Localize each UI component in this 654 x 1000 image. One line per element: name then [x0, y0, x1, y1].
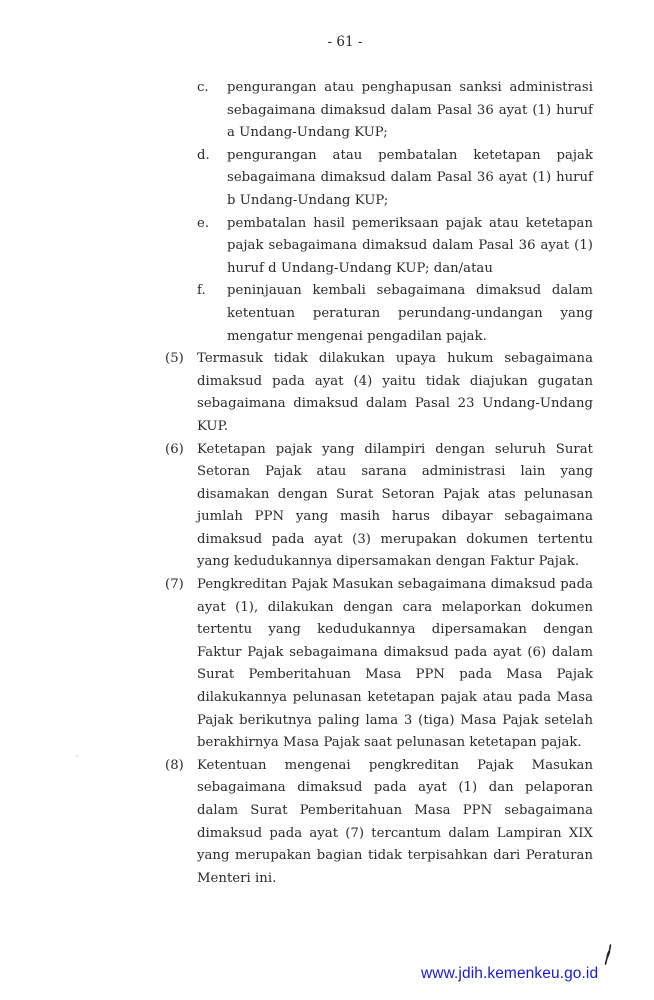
document-body [0, 77, 654, 890]
list-marker: f. [197, 283, 206, 299]
ayat-marker: (5) [165, 351, 184, 367]
list-marker: d. [197, 147, 210, 163]
page-number: - 61 - [327, 34, 363, 50]
ayat-text: Ketentuan mengenai pengkreditan Pajak Masukan sebagaimana dimaksud pada ayat (1) dan pelaporan dalam Surat Pemberitahuan Masa PPN sebagaimana dimaksud pada ayat (7) tercantum dalam Lampiran XIX yang merupakan bagian tidak terpisahkan dari Peraturan Menteri ini. [197, 757, 593, 886]
jdih-website-link[interactable]: www.jdih.kemenkeu.go.id [421, 965, 599, 982]
list-item-c [197, 77, 593, 145]
list-item-text: pembatalan hasil pemeriksaan pajak atau ketetapan pajak sebagaimana dimaksud dalam Pasal 36 ayat (1) huruf d Undang-Undang KUP; dan/atau [227, 215, 593, 276]
ayat-text: Pengkreditan Pajak Masukan sebagaimana dimaksud pada ayat (1), dilakukan dengan cara melaporkan dokumen tertentu yang kedudukannya dipersamakan dengan Faktur Pajak sebagaimana dimaksud pada ayat (6) dalam Surat Pemberitahuan Masa PPN pada Masa Pajak dilakukannya pelunasan ketetapan pajak atau pada Masa Pajak berikutnya paling lama 3 (tiga) Masa Pajak setelah berakhirnya Masa Pajak saat pelunasan ketetapan pajak. [197, 577, 593, 751]
ayat-marker: (6) [165, 441, 184, 457]
ayat-marker: (7) [165, 577, 184, 593]
list-item-text: pengurangan atau penghapusan sanksi administrasi sebagaimana dimaksud dalam Pasal 36 ayat (1) huruf a Undang-Undang KUP; [227, 80, 593, 141]
ayat-8 [165, 755, 593, 891]
ayat-5 [165, 348, 593, 438]
ayat-marker: (8) [165, 757, 184, 773]
ayat-text: Ketetapan pajak yang dilampiri dengan seluruh Surat Setoran Pajak atau sarana administrasi lain yang disamakan dengan Surat Setoran Pajak atas pelunasan jumlah PPN yang masih harus dibayar sebagaimana dimaksud pada ayat (3) merupakan dokumen tertentu yang kedudukannya dipersamakan dengan Faktur Pajak. [197, 441, 593, 570]
list-item-d [197, 145, 593, 213]
list-item-f [197, 280, 593, 348]
list-marker: e. [197, 215, 210, 231]
ayat-7 [165, 574, 593, 755]
list-marker: c. [197, 80, 209, 95]
scan-speck [76, 755, 78, 757]
list-item-text: peninjauan kembali sebagaimana dimaksud dalam ketentuan peraturan perundang-undangan yang mengatur mengenai pengadilan pajak. [227, 283, 593, 344]
ayat-text: Termasuk tidak dilakukan upaya hukum sebagaimana dimaksud pada ayat (4) yaitu tidak diajukan gugatan sebagaimana dimaksud dalam Pasal 23 Undang-Undang KUP. [197, 351, 593, 434]
paraf-initial-mark [604, 944, 612, 966]
list-item-text: pengurangan atau pembatalan ketetapan pajak sebagaimana dimaksud dalam Pasal 36 ayat (1) huruf b Undang-Undang KUP; [227, 147, 593, 208]
list-item-e [197, 213, 593, 281]
ayat-6 [165, 439, 593, 575]
